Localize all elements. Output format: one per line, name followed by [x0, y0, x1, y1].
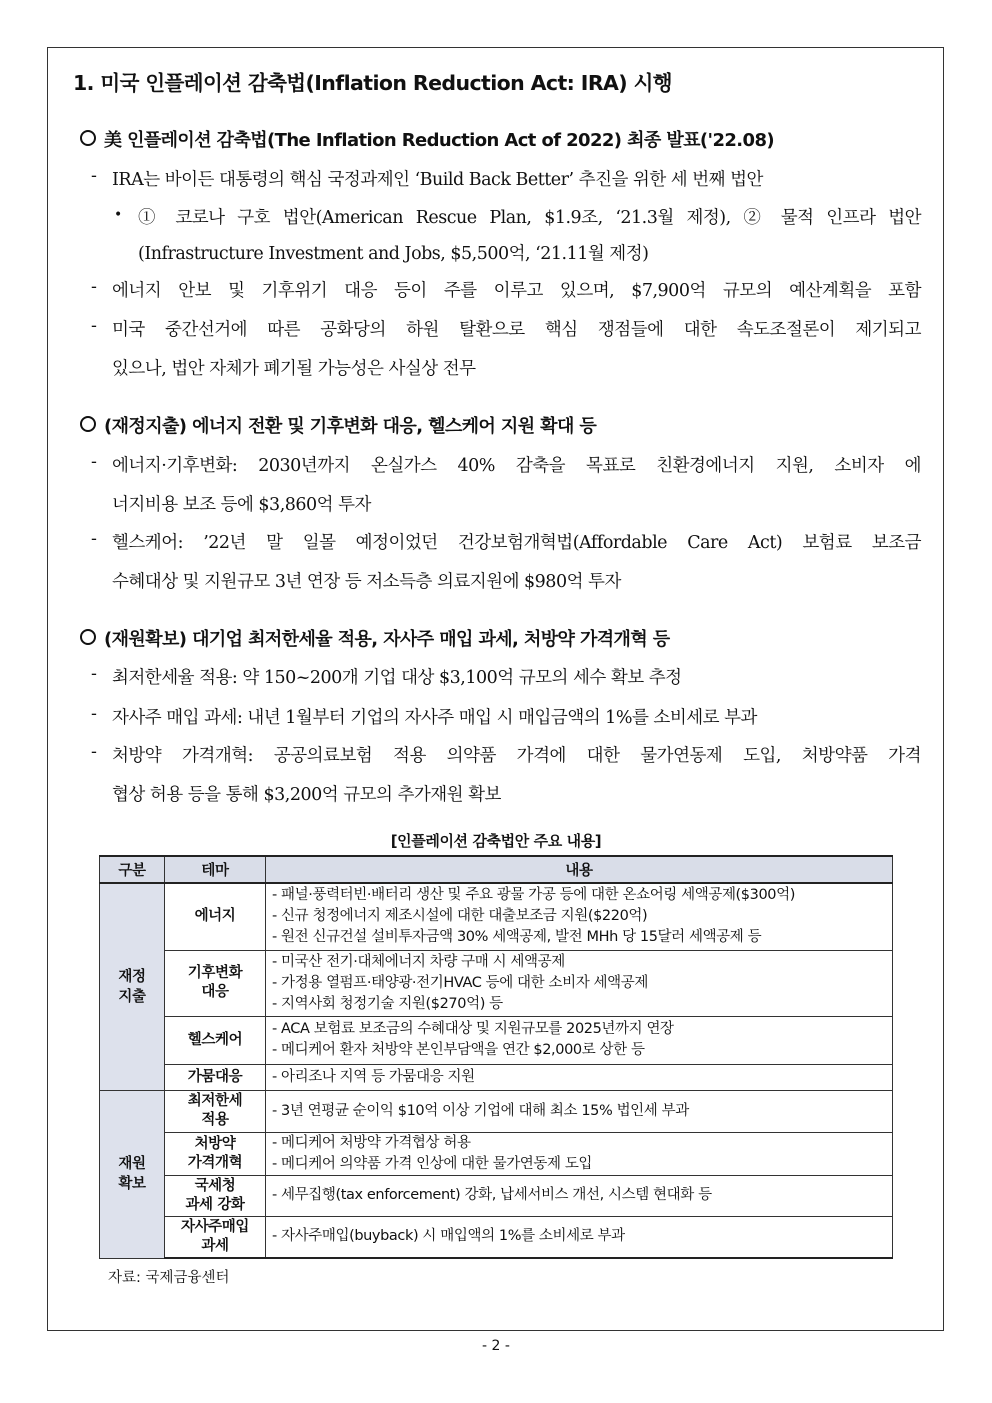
theme-cell: 최저한세 적용 — [165, 1090, 266, 1132]
header-category: 구분 — [100, 856, 165, 883]
table-row — [100, 1064, 893, 1090]
list-item: 협상 허용 등을 통해 $3,200억 규모의 추가재원 확보 — [112, 785, 501, 805]
dash-marker: - — [91, 166, 97, 186]
content-cell: - 미국산 전기·대체에너지 차량 구매 시 세액공제 - 가정용 열펌프·태양광·전기HVAC 등에 대한 소비자 세액공제 - 지역사회 청정기술 지원($270억) 등 — [266, 950, 893, 1016]
table-row — [100, 1090, 893, 1132]
content-cell: - 세무집행(tax enforcement) 강화, 납세서비스 개선, 시스템 현대화 등 — [266, 1175, 893, 1216]
theme-cell: 헬스케어 — [165, 1016, 266, 1064]
dot-bullet-icon: • — [114, 207, 123, 223]
dash-marker: - — [91, 452, 97, 472]
content-cell: - 아리조나 지역 등 가뭄대응 지원 — [266, 1064, 893, 1090]
list-item: 미국 중간선거에 따른 공화당의 하원 탈환으로 핵심 쟁점들에 대한 속도조절론이 제기되고 — [112, 320, 921, 340]
list-item: 수혜대상 및 지원규모 3년 연장 등 저소득층 의료지원에 $980억 투자 — [112, 572, 621, 592]
section-heading: 美 인플레이션 감축법(The Inflation Reduction Act of 2022) 최종 발표('22.08) — [80, 126, 774, 152]
header-theme: 테마 — [165, 856, 266, 883]
list-item: 있으나, 법안 자체가 폐기될 가능성은 사실상 전무 — [112, 359, 476, 379]
dash-marker: - — [91, 742, 97, 762]
table-row — [100, 883, 893, 950]
list-item: 자사주 매입 과세: 내년 1월부터 기업의 자사주 매입 시 매입금액의 1%를 소비세로 부과 — [112, 708, 757, 728]
section-title: 1. 미국 인플레이션 감축법(Inflation Reduction Act: IRA) 시행 — [73, 71, 672, 95]
table-row — [100, 1016, 893, 1064]
dash-marker: - — [91, 277, 97, 297]
list-item: 처방약 가격개혁: 공공의료보험 적용 의약품 가격에 대한 물가연동제 도입, 처방약품 가격 — [112, 746, 921, 766]
table-caption: [인플레이션 감축법안 주요 내용] — [390, 832, 602, 850]
page-number: - 2 - — [482, 1338, 510, 1354]
theme-cell: 처방약 가격개혁 — [165, 1132, 266, 1175]
category-cell: 재정 지출 — [100, 883, 165, 1090]
theme-cell: 에너지 — [165, 883, 266, 950]
table-row — [100, 1132, 893, 1175]
dash-marker: - — [91, 529, 97, 549]
list-item: 에너지 안보 및 기후위기 대응 등이 주를 이루고 있으며, $7,900억 규모의 예산계획을 포함 — [112, 281, 921, 301]
list-item: 헬스케어: ’22년 말 일몰 예정이었던 건강보험개혁법(Affordable Care Act) 보험료 보조금 — [112, 533, 921, 553]
list-item: IRA는 바이든 대통령의 핵심 국정과제인 ‘Build Back Better’ 추진을 위한 세 번째 법안 — [112, 170, 763, 190]
header-content: 내용 — [266, 856, 893, 883]
content-cell: - ACA 보험료 보조금의 수혜대상 및 지원규모를 2025년까지 연장 - 메디케어 환자 처방약 본인부담액을 연간 $2,000로 상한 등 — [266, 1016, 893, 1064]
list-item: 너지비용 보조 등에 $3,860억 투자 — [112, 495, 371, 515]
dash-marker: - — [91, 316, 97, 336]
section-heading: (재원확보) 대기업 최저한세율 적용, 자사주 매입 과세, 처방약 가격개혁 등 — [80, 625, 670, 651]
dash-marker: - — [91, 704, 97, 724]
content-cell: - 패널·풍력터빈·배터리 생산 및 주요 광물 가공 등에 대한 온쇼어링 세액공제($300억) - 신규 청정에너지 제조시설에 대한 대출보조금 지원($220억) - 원전 신규건설 설비투자금액 30% 세액공제, 발전 MHh 당 15달러 세액공제 등 — [266, 883, 893, 950]
circle-bullet-icon — [80, 416, 96, 432]
section-heading: (재정지출) 에너지 전환 및 기후변화 대응, 헬스케어 지원 확대 등 — [80, 412, 596, 438]
category-cell: 재원 확보 — [100, 1090, 165, 1258]
theme-cell: 국세청 과세 강화 — [165, 1175, 266, 1216]
table-row — [100, 950, 893, 1016]
theme-cell: 가뭄대응 — [165, 1064, 266, 1090]
circle-bullet-icon — [80, 130, 96, 146]
theme-cell: 자사주매입 과세 — [165, 1216, 266, 1258]
table-row — [100, 1216, 893, 1258]
content-cell: - 메디케어 처방약 가격협상 허용 - 메디케어 의약품 가격 인상에 대한 물가연동제 도입 — [266, 1132, 893, 1175]
theme-cell: 기후변화 대응 — [165, 950, 266, 1016]
list-item: 에너지·기후변화: 2030년까지 온실가스 40% 감축을 목표로 친환경에너지 지원, 소비자 에 — [112, 456, 921, 476]
list-item: (Infrastructure Investment and Jobs, $5,500억, ‘21.11월 제정) — [138, 244, 649, 264]
list-item: 최저한세율 적용: 약 150~200개 기업 대상 $3,100억 규모의 세수 확보 추정 — [112, 668, 682, 688]
source-note: 자료: 국제금융센터 — [108, 1270, 230, 1286]
list-item: ① 코로나 구호 법안(American Rescue Plan, $1.9조, ‘21.3월 제정), ② 물적 인프라 법안 — [138, 208, 921, 228]
table-header-row — [100, 856, 893, 883]
ira-summary-table — [99, 855, 893, 1259]
dash-marker: - — [91, 664, 97, 684]
content-cell: - 3년 연평균 순이익 $10억 이상 기업에 대해 최소 15% 법인세 부과 — [266, 1090, 893, 1132]
table-row — [100, 1175, 893, 1216]
circle-bullet-icon — [80, 629, 96, 645]
content-cell: - 자사주매입(buyback) 시 매입액의 1%를 소비세로 부과 — [266, 1216, 893, 1258]
